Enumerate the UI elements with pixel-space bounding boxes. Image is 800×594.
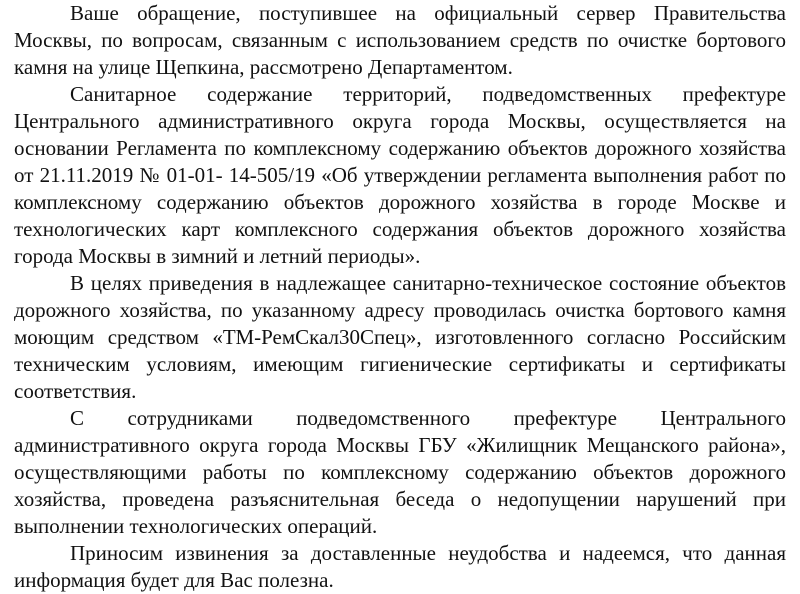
paragraph-curb-cleaning: В целях приведения в надлежащее санитарно-техническое состояние объектов дорожного хозяйства, по указанному адресу проводилась очистка бортового камня моющим средством «ТМ-РемСкал30Спец», изготовленного согласно Российским техническим условиям, имеющим гигиенические сертификаты и сертификаты соответствия. xyxy=(14,271,786,403)
paragraph-staff-briefing: С сотрудниками подведомственного префектуре Центрального административного округа города Москвы ГБУ «Жилищник Мещанского района», осуществляющими работы по комплексному содержанию объектов дорожного хозяйства, проведена разъяснительная беседа о недопущении нарушений при выполнении технологических операций. xyxy=(14,406,786,538)
paragraph-appeal-received: Ваше обращение, поступившее на официальный сервер Правительства Москвы, по вопросам, связанным с использованием средств по очистке бортового камня на улице Щепкина, рассмотрено Департаментом. xyxy=(14,1,786,79)
paragraph-apology: Приносим извинения за доставленные неудобства и надеемся, что данная информация будет для Вас полезна. xyxy=(14,541,786,592)
paragraph-sanitary-maintenance: Санитарное содержание территорий, подведомственных префектуре Центрального административного округа города Москвы, осуществляется на основании Регламента по комплексному содержанию объектов дорожного хозяйства от 21.11.2019 № 01-01- 14-505/19 «Об утверждении регламента выполнения работ по комплексному содержанию объектов дорожного хозяйства в городе Москве и технологических карт комплексного содержания объектов дорожного хозяйства города Москвы в зимний и летний периоды». xyxy=(14,82,786,268)
letter-body xyxy=(14,0,786,594)
